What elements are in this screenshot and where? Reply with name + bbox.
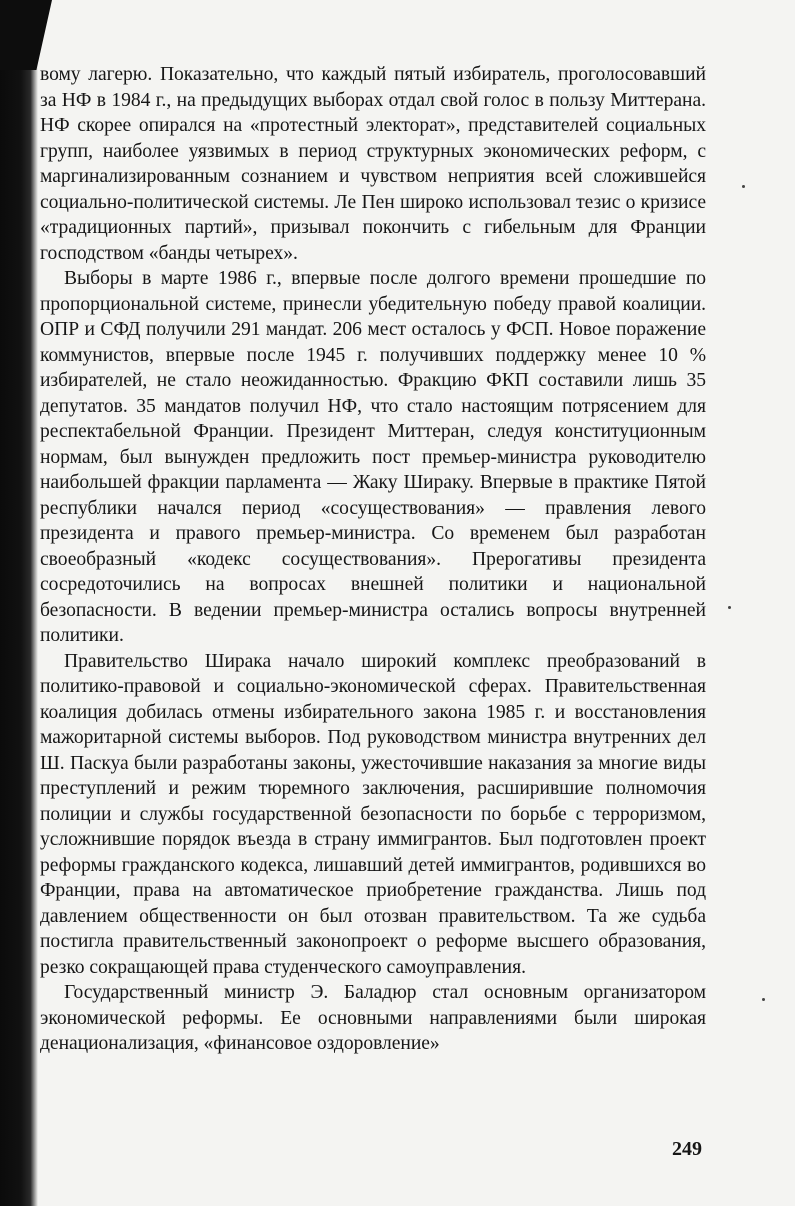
paragraph-3: Правительство Ширака начало широкий комплекс преобразований в политико-правовой и социально-экономической сферах. Правительственная коалиция добилась отмены избирательного закона 1985 г. и восстановления мажоритарной системы выборов. Под руководством министра внутренних дел Ш. Паскуа были разработаны законы, ужесточившие наказания за многие виды преступлений и режим тюремного заключения, расширившие полномочия полиции и службы государственной безопасности по борьбе с терроризмом, усложнившие порядок въезда в страну иммигрантов. Был подготовлен проект реформы гражданского кодекса, лишавший детей иммигрантов, родившихся во Франции, права на автоматическое приобретение гражданства. Лишь под давлением общественности он был отозван правительством. Та же судьба постигла правительственный законопроект о реформе высшего образования, резко сокращающей права студенческого самоуправления. <box>40 650 706 978</box>
paragraph-4: Государственный министр Э. Баладюр стал основным организатором экономической реформы. Ее основными направлениями были широкая денационализация, «финансовое оздоровление» <box>40 982 706 1054</box>
paragraph-1: вому лагерю. Показательно, что каждый пятый избиратель, проголосовавший за НФ в 1984 г., на предыдущих выборах отдал свой голос в пользу Миттерана. НФ скорее опирался на «протестный электорат», представителей социальных групп, наиболее уязвимых в период структурных экономических реформ, с маргинализированным сознанием и чувством неприятия всей сложившейся социально-политической системы. Ле Пен широко использовал тезис о кризисе «традиционных партий», призывал покончить с гибельным для Франции господством «банды четырех». <box>40 64 706 264</box>
scan-speck <box>762 998 765 1001</box>
binding-shadow <box>0 0 38 1206</box>
scan-speck <box>728 606 731 609</box>
binding-notch <box>0 0 52 70</box>
page-number: 249 <box>672 1138 702 1160</box>
body-text <box>40 62 706 1057</box>
paragraph-2: Выборы в марте 1986 г., впервые после долгого времени прошедшие по пропорциональной системе, принесли убедительную победу правой коалиции. ОПР и СФД получили 291 мандат. 206 мест осталось у ФСП. Новое поражение коммунистов, впервые после 1945 г. получивших поддержку менее 10 % избирателей, не стало неожиданностью. Фракцию ФКП составили лишь 35 депутатов. 35 мандатов получил НФ, что стало настоящим потрясением для респектабельной Франции. Президент Миттеран, следуя конституционным нормам, был вынужден предложить пост премьер-министра руководителю наибольшей фракции парламента — Жаку Шираку. Впервые в практике Пятой республики начался период «сосуществования» — правления левого президента и правого премьер-министра. Со временем был разработан своеобразный «кодекс сосуществования». Прерогативы президента сосредоточились на вопросах внешней политики и национальной безопасности. В ведении премьер-министра остались вопросы внутренней политики. <box>40 268 706 646</box>
scan-speck <box>742 185 745 188</box>
